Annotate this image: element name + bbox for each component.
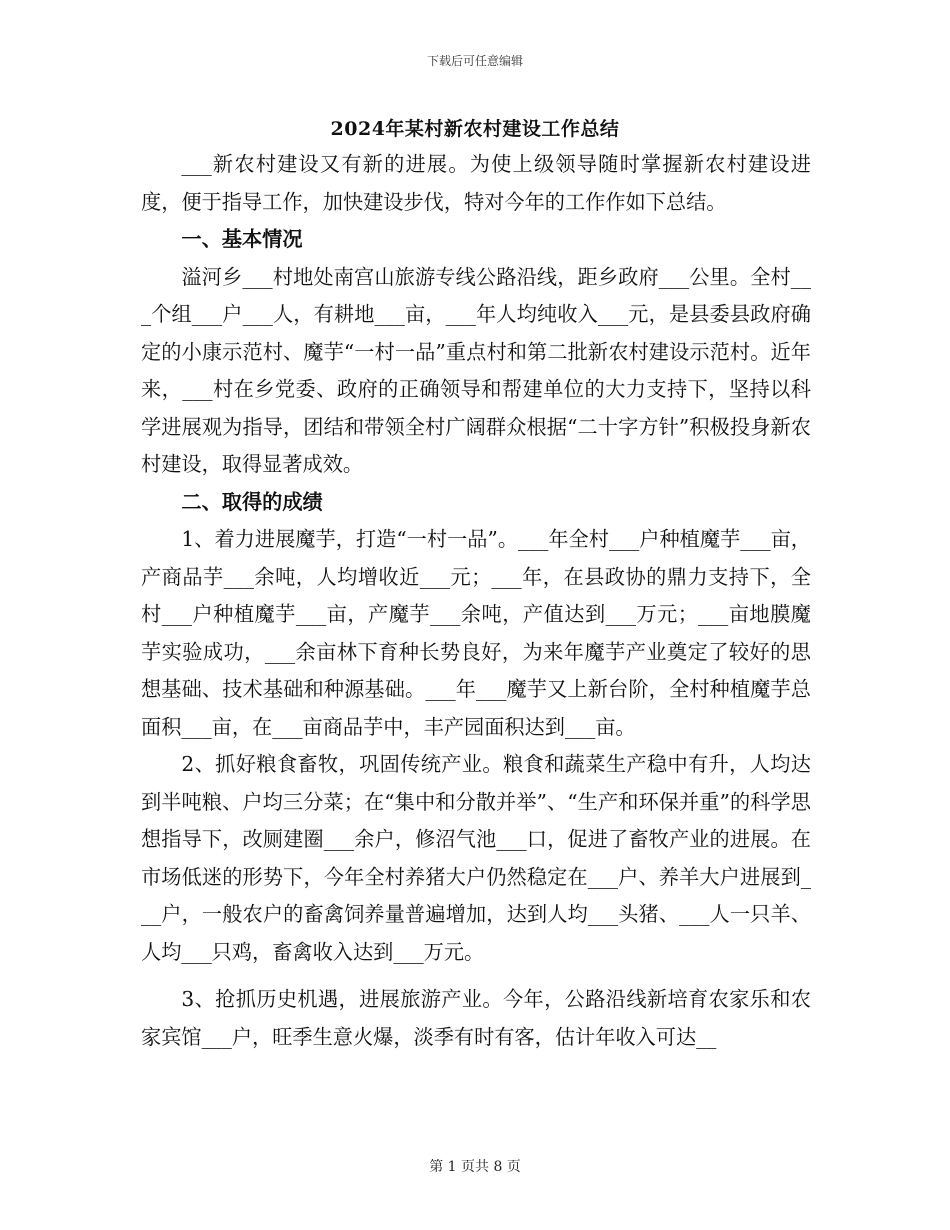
results-paragraph-1: 1、着力进展魔芋，打造“一村一品”。___年全村___户种植魔芋___亩，产商品芋___余吨，人均增收近___元；___年，在县政协的鼎力支持下，全村___户种植魔芋___亩，产魔芋___余吨，产值达到___万元；___亩地膜魔芋实验成功，___余亩林下育种长势良好，为来年魔芋产业奠定了较好的思想基础、技术基础和种源基础。___年___魔芋又上新台阶，全村种植魔芋总面积___亩，在___亩商品芋中，丰产园面积达到___亩。 — [141, 527, 811, 739]
results-paragraph-3: 3、抢抓历史机遇，进展旅游产业。今年，公路沿线新培育农家乐和农家宾馆___户，旺季生意火爆，淡季有时有客，估计年收入可达__ — [141, 987, 811, 1049]
page-header: 下载后可任意编辑 — [426, 54, 523, 68]
section-heading-basic: 一、基本情况 — [181, 227, 303, 251]
basic-info-paragraph: 溢河乡___村地处南宫山旅游专线公路沿线，距乡政府___公里。全村___个组___户___人，有耕地___亩，___年人均纯收入___元，是县委县政府确定的小康示范村、魔芋“一村一品”重点村和第二批新农村建设示范村。近年来，___村在乡党委、政府的正确领导和帮建单位的大力支持下，坚持以科学进展观为指导，团结和带领全村广阔群众根据“二十字方针”积极投身新农村建设，取得显著成效。 — [141, 264, 811, 476]
intro-paragraph: ___新农村建设又有新的进展。为使上级领导随时掌握新农村建设进度，便于指导工作，加快建设步伐，特对今年的工作作如下总结。 — [141, 152, 811, 214]
section-heading-results: 二、取得的成绩 — [181, 489, 323, 514]
results-paragraph-2: 2、抓好粮食畜牧，巩固传统产业。粮食和蔬菜生产稳中有升，人均达到半吨粮、户均三分菜；在“集中和分散并举”、“生产和环保并重”的科学思想指导下，改厕建圈___余户，修沼气池___口，促进了畜牧产业的进展。在市场低迷的形势下，今年全村养猪大户仍然稳定在___户、养羊大户进展到___户，一般农户的畜禽饲养量普遍增加，达到人均___头猪、___人一只羊、人均___只鸡，畜禽收入达到___万元。 — [141, 752, 811, 964]
document-title: 2024年某村新农村建设工作总结 — [330, 118, 620, 140]
document-body — [141, 146, 811, 1056]
page-footer: 第 1 页共 8 页 — [429, 1159, 521, 1175]
